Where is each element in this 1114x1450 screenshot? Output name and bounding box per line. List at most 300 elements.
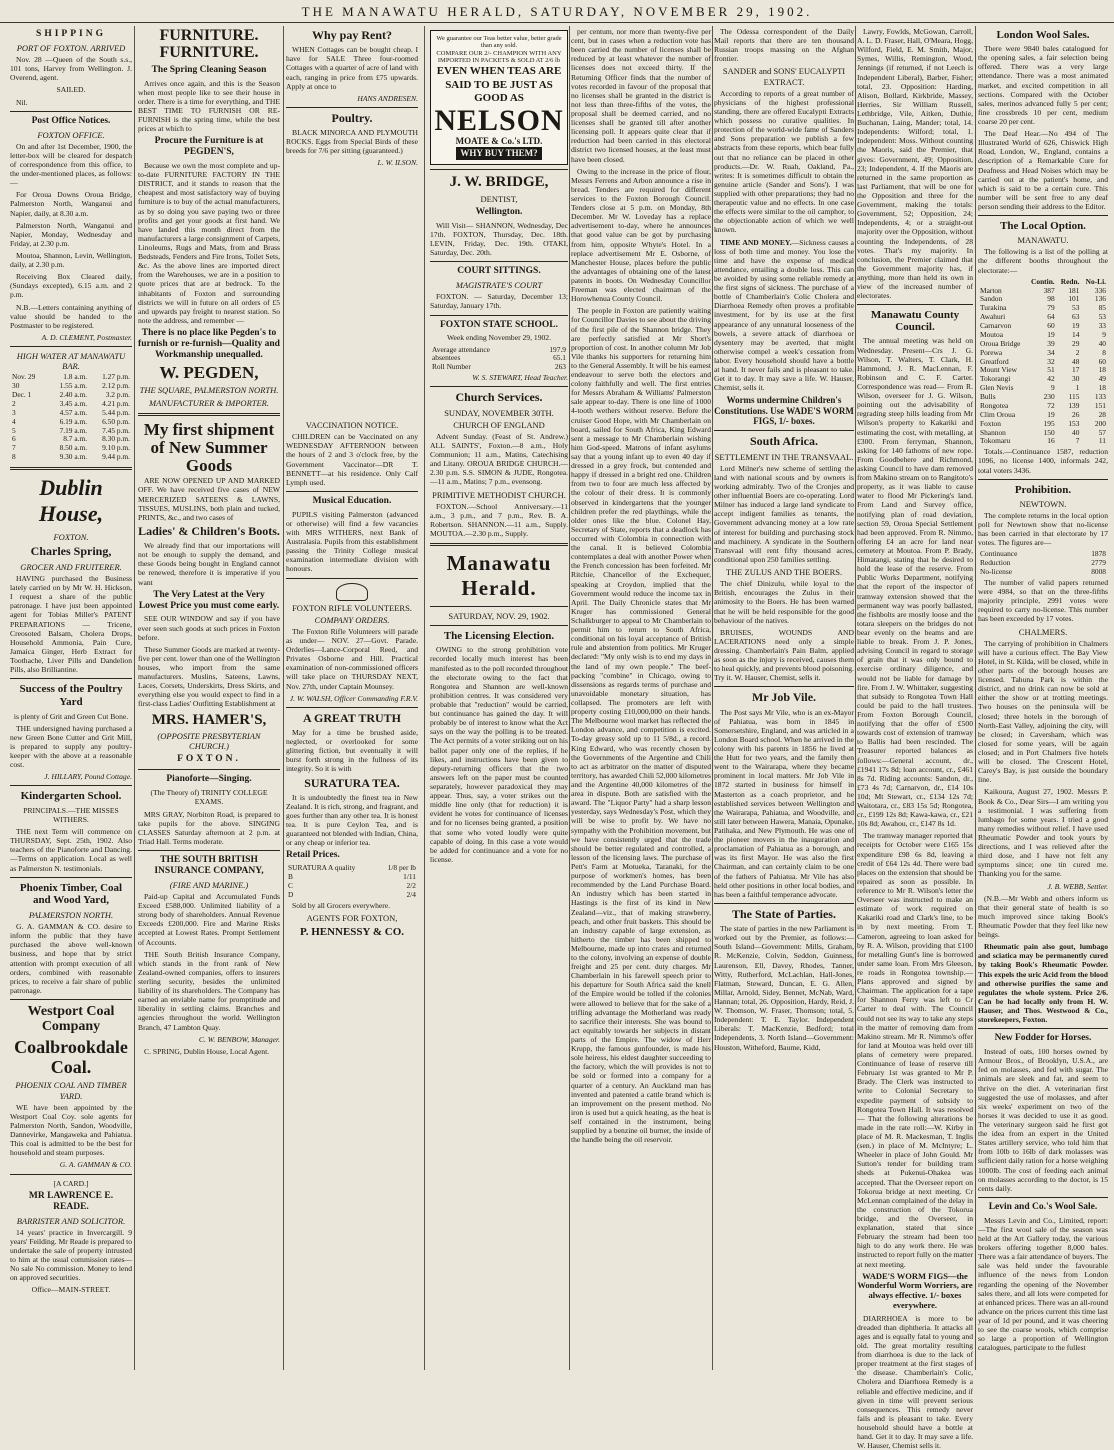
table-cell: 9.44 p.m. (102, 452, 130, 462)
post-office-text: Palmerston North, Wanganui and Napier, Monday, Wednesday and Friday, at 2.30 p.m. (10, 220, 132, 248)
table-cell: 230 (1043, 392, 1055, 402)
tea-guarantee: We guarantee our Teas better value, better grade than any sold. (436, 35, 562, 50)
column-divider (424, 26, 425, 1370)
coalbrookdale-heading: Coalbrookdale Coal. (14, 1036, 128, 1077)
reade-name: MR LAWRENCE E. READE. (28, 1190, 114, 1212)
table-cell: 2.12 p.m. (102, 381, 130, 391)
table-cell: 53 (1098, 312, 1106, 322)
suratura-text: It is undoubtedly the finest tea in New Zealand. It is rich, strong, and fragrant, and goes further than any other tea. It is honest tea. It is pure Ceylon Tea, and is guaranteed not blended with Indian, China, or any cheap or inferior tea. (286, 792, 418, 848)
truth-heading: A GREAT TRUTH (302, 710, 402, 725)
poultry-signature: L. W. ILSON. (377, 158, 418, 168)
table-cell: 2 (12, 398, 16, 408)
table-cell: 18 (1098, 383, 1106, 393)
spring-cleaning-heading: The Spring Cleaning Season (151, 64, 267, 75)
table-cell: 1878 (1091, 549, 1106, 559)
wade-worm-figs: WADE'S WORM FIGS—the Wonderful Worm Worriers, are always effective. 1/- boxes everywhere. (857, 1270, 973, 1310)
table-cell: 2779 (1091, 558, 1106, 568)
table-cell: 19 (1047, 409, 1055, 419)
summer-goods-heading: My first shipment of New Summer Goods (143, 419, 275, 475)
table-cell: 17 (1072, 365, 1080, 375)
local-option-table (978, 278, 1108, 447)
bruises-text: BRUISES, WOUNDS AND LACERATIONS need only a simple dressing. Chamberlain's Pain Balm, applied as soon as the injury is received, causes them to heal quickly, and prevents blood poisoning. Try it. W. Hauser, Chemist, sells it. (714, 627, 854, 683)
column-divider (712, 26, 713, 1370)
insurance-agent: C. SPRING, Dublin House, Local Agent. (144, 1046, 270, 1056)
methodist-heading: PRIMITIVE METHODIST CHURCH. (432, 489, 566, 500)
kindergarten-text: THE next Term will commence on THURSDAY, Sept. 25th, 1902. Also teachers of the Pianoforte and Dancing.—Terms on application. Local as well as Palmerston N. testimonials. (10, 827, 132, 873)
table-cell: 336 (1094, 285, 1106, 295)
column-4 (430, 26, 568, 1370)
poultry-yard-heading: Success of the Poultry Yard (19, 683, 123, 708)
column-3-top (286, 26, 418, 414)
methodist-text: FOXTON.—School Anniversary.—11 a.m., 3 p.m., and 7 p.m., Rev. B. A. Robertson. SHANNON.—11 a.m., Supply. MOUTOA.—2.30 p.m., Supply. (430, 501, 568, 539)
table-cell: 65.1 (553, 353, 566, 363)
table-cell: 5 (12, 425, 16, 435)
shipping-subheading: PORT OF FOXTON. ARRIVED (16, 42, 126, 53)
phoenix-text: G. A. GAMMAN & CO. desire to inform the public that they have purchased the above well-known business, and hope that by strict attention with prompt execution of all orders, combined with reasonable prices, to receive a fair share of public patronage. (10, 922, 132, 995)
spring-text: HAVING purchased the Business lately carried on by Mr W. H. Hickson, I request a share of the public patronage. I have just been appointed agent for Tobias Miller's PATENT PREPARATIONS — Tricene, Creosoted Balsam, Cholera Drops, Household Ammonia, Pain Cure, Jamaica Ginger, Herb Extract for Toothache, Liver Pills and Dandelion Pills, also Brilliantine. (10, 574, 132, 675)
table-row (286, 873, 418, 882)
divider (978, 215, 1108, 216)
divider (138, 850, 280, 851)
table-cell: 2 (1075, 347, 1080, 357)
nelson-tea-advert (430, 30, 568, 165)
crest-icon (336, 583, 368, 601)
time-money-body: —Sickness causes a loss of both time and money. You lose the time and have the expense of medical attendance, entailing a double loss. This can be avoided by using some reliable remedy at the first signs of sickness. The purchase of a bottle of Chamberlain's Colic Cholera and Diarrhoea Remedy often proves a profitable investment, for by its use at the first appearance of any unnatural looseness of the bowels, a severe attack of diarrhoea or dysentery may be averted, that might otherwise compel a week's cessation from labor. Every household should have a bottle at hand. It never fails and is pleasant to take. Get it to day. It may save a life. W. Hauser, Chemist, sells it. (714, 237, 854, 393)
column-3 (286, 418, 418, 1370)
table-cell: 64 (1047, 312, 1055, 322)
procure-heading: Procure the Furniture is at PEGDEN'S, (154, 136, 264, 158)
court-text: FOXTON. — Saturday, December 13; Saturday, January 17th. (430, 292, 568, 311)
settlement-heading: SETTLEMENT IN THE TRANSVAAL. (714, 451, 854, 462)
table-cell: 153 (1068, 418, 1080, 428)
procure-text: Because we own the most complete and up-to-date FURNITURE FACTORY IN THE DISTRICT, and it stands to reason that the cheapest and most satisfactory way of buying furniture is to buy of the actual manufacturers, as by so doing you save paying two or three profits and get your goods at first hand. We have landed this month direct from the manufacturers a large consignment of Carpets, Linoleums, Rugs and Mats, from and Brass Bedsteads, Fenders and Fire Irons, Toilet Sets, &c. As the above lines are imported direct from the Warehouses, we are in a position to quote prices that are at bedrock. To the inhabitants of Foxton and surrounding districts we will in future on all orders of £5 and upwards pay freight to nearest station. So note the address, and remember — (138, 161, 280, 325)
spring-name: Charles Spring, (30, 544, 112, 559)
post-office-signature: A. D. CLEMENT, Postmaster. (41, 332, 132, 342)
school-heading: FOXTON STATE SCHOOL. (440, 319, 558, 330)
divider (714, 686, 854, 687)
divider (430, 315, 568, 316)
boots-heading: Ladies' & Children's Boots. (138, 523, 280, 538)
table-cell: 6 (12, 434, 16, 444)
table-row (978, 437, 1108, 446)
window-text: SEE OUR WINDOW and say if you have ever seen such goods at such prices in Foxton before. (138, 614, 280, 642)
table-cell: 3.45 a.m. (59, 398, 88, 408)
table-cell: 40 (1098, 338, 1106, 348)
truth-text: May for a time be brushed aside, neglected, or overlooked for some glittering fiction, but eventually it will burst forth strong in the fullness of its integrity. So it is with (286, 727, 418, 774)
latest-heading: The Very Latest at the Very Lowest Price you must come early. (138, 589, 280, 611)
poultry-yard-signature: J. HILLARY, Pound Cottage. (44, 772, 132, 782)
sander-text: According to reports of a great number of physicians of the highest professional standing, there are offered Eucalypti Extracts which possess no curative qualities. In protection of the world-wide fame of Sanders and Sons preparation we publish a few abstracts from these reports, which bear fully out that no reliance can be placed in other products.—Dr. W. Ruah, Oakland, Pa., writes: It is sometimes difficult to obtain the genuine article (Sander and Sons'). I was supplied with other preparations; they had no therapeutic value and no effects. In one case the effects were similar to the oil camphor, to the objectionable action of which we well known. (714, 88, 854, 235)
divider (138, 413, 280, 416)
table-cell: 11 (1098, 436, 1106, 446)
table-cell: 5.44 p.m. (102, 407, 130, 417)
divider (430, 261, 568, 262)
table-cell: 133 (1094, 392, 1106, 402)
table-cell: 40 (1072, 427, 1080, 437)
high-water-heading: HIGH WATER AT MANAWATU BAR. (16, 350, 126, 372)
column-divider (134, 26, 135, 1370)
table-cell: Nov. 29 (12, 372, 36, 382)
table-cell: 1/11 (403, 872, 416, 882)
fodder-heading: New Fodder for Horses. (994, 1033, 1092, 1044)
kindergarten-principals: PRINCIPALS.—THE MISSES WITHERS. (23, 805, 119, 825)
westport-text: WE have been appointed by the Westport Coal Coy. sole agents for Palmerston North, Sandon, Woodville, Dannevirke, Mangaweka and Pahiatua. This coal is admitted to be the best for household and steam purposes. (10, 1102, 132, 1158)
local-news: Owing to the increase in the price of flour, Messrs Ferrens and Arbon announce a rise in bread. Tenders are required for different services to the Foxton Borough Council. Tenders close at 5 p.m. on Monday, 8th December. Mr W. Loveday has a replace advertisement to-day, where he announces that good value can be got by purchasing from him, opposite Whyte's Hotel. In a replace advertisement Mr E. Osborne, of Manchester House, places before the public the advantages of obtaining one of the latest patents in boots. On Wednesday Councillor Freeman was elected chairman of the Horowhenua County Council. (571, 166, 711, 304)
time-money-heading: TIME AND MONEY. (720, 237, 792, 247)
table-cell: 115 (1068, 392, 1080, 402)
spring-cleaning-text: Arrives once again, and this is the Season when most people like to see their house in order. There is a time for everything, and THE BEST TIME TO FURNISH OR RE-FURNISH is the spring time, while the best prices at which to (138, 78, 280, 134)
column-divider (283, 26, 284, 1370)
herald-date: SATURDAY, NOV. 29, 1902. (448, 610, 550, 621)
suratura-heading: SURATURA TEA. (304, 775, 400, 790)
divider (10, 785, 132, 786)
retail-prices-table (286, 864, 418, 900)
spring-trade: GROCER AND FRUITERER. (20, 561, 122, 572)
time-money-text (714, 238, 854, 393)
divider (10, 1174, 132, 1175)
local-news-2: The people in Foxton are patiently waiting for Councillor Davies to see about the driving of the first pile of the Shannon bridge. They are perfectly satisfied at Mr Short's proportion of cost. In another column Mr Job Vile thanks his supporters for returning him to the General Assembly. It will be his earnest endeavour to serve both the electors and colony faithfully and well. The first entries for Messrs Abraham & Williams' Palmerston sale appear to-day. There is one line of 1000 4-tooth wethers without reserve. Before the cruiser Good Hope, with Mr Chamberlain on board, sailed for South Africa, King Edward sent a message to Mr Chamberlain wishing him God-speed. Matrons of infant asylums say that a young infant up to even 40 day if dressed in a grey frock, but contended and happy if dressed in a bright red one. Children from two to four are much less affected by the colour of their dress. It is commonly observed in kindergartens that the younger children prefer the red playthings, while the older ones like the blue. Colonel Hay, Secretary of State, reports that a deadlock has occurred with Colombia in connection with the canal. It is believed Colombia contemplates a deal with another Power when the French concession has been forfeited. Mr Ritchie, Chancellor of the Exchequer, speaking at Croydon, implied that the Government would reduce the income tax in April. The Daily Chronicle states that Mr Kruger has commissioned General Schalkburger to appeal to Mr Chamberlain to permit him to return to South Africa, conditional on his loyal acceptance of British rule and abstention from politics. Mr Kruger declared: "My only wish is to end my days in the land of my own people." The beef-packing "combine" in Chicago, owing to dissensions as regards terms of purchase and unavoidable monetary situation, has collapsed. The promoters are left with property costing £10,000,000 on their hands. The Melbourne wool market has reflected the London advance, and competition is excited. To-day greasy sold up to 11 5/8d., a record. King Edward, who was recently chosen by the Governments of the Argentine and Chili to act as arbitrator on the matter of disputed territory, has awarded Chili 52,000 kilometres and the Argentine 40,000 kilometres of the area in dispute. Both are satisfied with the award. The "Liquor Party" had a sharp lesson yesterday, says Wednesday's Post, which they will be wise to profit by. We have no sympathy with the Prohibition movement, but we have consistently urged that the trade should be better regulated and controlled, a lesson of the licensing laws. The purchase of Pett's Farm at Motueka, Taranaki, for the purpose of workmen's homes, has been recommended by the Land Purchase Board. An industry which has been started in Hastings is the first of its kind in New Zealand—viz., that of making strawberry, peach, and other fruit baskets. This should be an industry capable of large extension, as hitherto the timber has been shipped to Melbourne, made up into crates and returned to the colony, involving an expense of double freight and 25 per cent. duty charges. Mr Chamberlain in his farewell speech prior to his departure for South Africa said the knell of the Empire would be tolled if the colonies were allowed to believe that for the sake of a trifling advantage the Motherland was ready to sacrifice their interests. She was bound to act equitably towards her subjects in distant parts of the Empire. The widow of Herr Krupp, the famous gunfounder, is made his sole heiress, his eldest daughter succeeding to the factory, which the will provides is not to be sold or formed into a company for a quarter of a century. An Auckland man has invented and patented a cattle brand which is an improvement on the present method. No iron is used but a quick heating, as the heat is self contained in the instrument, being supplied by a benzine oil burner, the inside of the handle being the oil reservoir. (571, 306, 711, 1145)
tea-maker: MOATE & Co.'s LTD. (455, 136, 543, 147)
dentist-town: Wellington. (475, 206, 523, 217)
letter-text: Kaikoura, August 27, 1902. Messrs P. Book & Co., Dear Sirs—I am writing you a testimonial. I was suffering from lumbago for some years. I tried a good many remedies without relief. I have used Rheumatic Powder and took yours by directions, and I was relieved after the third dose, and I have not felt any symptoms since; one tin cured me. Thanking you for the same. (978, 787, 1108, 879)
shipping-heading: SHIPPING (36, 29, 106, 39)
school-attendance-table (430, 346, 568, 373)
table-cell: 197.9 (549, 344, 566, 354)
agents-heading: AGENTS FOR FOXTON, (306, 912, 398, 923)
table-cell: SURATURA A quality (288, 863, 356, 873)
local-option-text: The following is a list of the polling at the different booths throughout the electorate:— (978, 247, 1108, 275)
high-water-table (10, 373, 132, 462)
rifle-subheading: COMPANY ORDERS. (314, 614, 390, 625)
table-cell: 8 (12, 452, 16, 462)
divider (978, 1028, 1108, 1029)
poultry-text: BLACK MINORCA AND PLYMOUTH ROCKS. Eggs from Special Birds of these breeds for 7/6 per sitting (guaranteed.) (286, 128, 418, 156)
phoenix-heading: Phoenix Timber, Coal and Wood Yard, (19, 881, 123, 907)
divider (857, 304, 973, 305)
furniture-heading: FURNITURE. FURNITURE. (159, 27, 259, 61)
post-office-text: Receiving Box Cleared daily, (Sundays excepted), 6.15 a.m. and 2 p.m. (10, 272, 132, 300)
divider (430, 625, 568, 626)
table-cell: 19 (1072, 321, 1080, 331)
rifle-heading: FOXTON RIFLE VOLUNTEERS. (292, 602, 412, 613)
table-header-cell: Redn. (1060, 276, 1080, 286)
table-cell: 26 (1072, 409, 1080, 419)
table-cell: 8008 (1091, 567, 1106, 577)
divider (286, 491, 418, 492)
post-office-text: For Oroua Downs Oroua Bridge, Palmerston North, Wanganui and Napier, daily, at 8.30 a.m. (10, 190, 132, 218)
job-vile-text: The Post says Mr Vile, who is an ex-Mayor of Pahiatua, was born in 1845 in Somersetshire, England, and was articled in a London Board school. When he arrived in the colony with his parents in 1856 he lived at the Hutt for two years, and the family then went to the Wairarapa, where they became prominent in local matters. Mr Job Vile in 1872 started in business for himself in Masterton as a coach proprietor, and he established services between Wellington and the Wairarapa, Pahiatua, and Woodville, and still later between Hawera, Manaia, Opunake, Patihaka, and New Plymouth. He was one of the pioneer movers in the inauguration and proclamation of Pahiatua as a borough, and was its first Mayor. He was also the first Chairman, and can certainly claim to be one of the fathers of Pahiatua. Mr Vile has also held other positions in other local bodies, and has been a faithful temperance advocate. (714, 707, 854, 899)
table-cell: 9 (1050, 383, 1055, 393)
table-header-cell: No-Li. (1085, 276, 1106, 286)
divider (286, 707, 418, 708)
kindergarten-heading: Kindergarten School. (20, 790, 122, 803)
sailed-label: SAILED. (56, 85, 86, 95)
table-cell: Reduction (980, 558, 1011, 568)
wool-sales-text: There were 9840 bales catalogued for the opening sales, a fair selection being offered. There was a very large attendance. There was a most animated market, and excited competition in all sections. Compared with the October sales, merinos advanced fully 5 per cent; fine crossbreds 10 per cent, medium coarse 20 per cent. (978, 44, 1108, 126)
divider (10, 346, 132, 347)
post-office-text: Moutoa, Shannon, Levin, Wellington, daily, at 2.30 p.m. (10, 250, 132, 270)
summer-goods-text: ARE NOW OPENED UP AND MARKED OFF. We have received five cases of NEW MERCERIZED SATEENS & LAWNS, TISSUES, MUSLINS, both plain and tucked, PRINTS, &c., and two cases of (138, 476, 280, 522)
table-cell: Dec. 1 (12, 390, 32, 400)
table-cell: 7.19 a.m. (59, 425, 88, 435)
table-cell: 14 (1072, 329, 1080, 339)
table-cell: Bulls (980, 392, 996, 402)
card-label: [A CARD.] (53, 1178, 89, 1188)
table-cell: Tokomaru (980, 436, 1011, 446)
table-cell: 200 (1094, 418, 1106, 428)
divider (138, 769, 280, 770)
masthead: THE MANAWATU HERALD, SATURDAY, NOVEMBER 29, 1902. (0, 4, 1114, 23)
table-cell: 18 (1098, 365, 1106, 375)
table-row (978, 384, 1108, 393)
table-cell: B (288, 872, 293, 882)
pegden-trade: MANUFACTURER & IMPORTER. (148, 397, 269, 408)
church-text: Advent Sunday. (Feast of St. Andrew.) ALL SAINTS', Foxton.—8 a.m., Holy Communion; 11 a.m., Matins, Catechising and Litany. OROUA BRIDGE CHURCH.—2.30 p.m. S.S. SIMON & JUDE, Rongotea.—11 a.m., Matins; 7 p.m., evensong. (430, 431, 568, 487)
local-option-subheading: MANAWATU. (1017, 235, 1069, 246)
hamer-town: FOXTON. (177, 754, 241, 765)
insurance-heading: THE SOUTH BRITISH INSURANCE COMPANY, (154, 854, 264, 876)
rent-signature: HANS ANDRESEN. (357, 93, 418, 103)
table-cell: 28 (1098, 409, 1106, 419)
column-divider (569, 26, 570, 1370)
phoenix-subheading: PALMERSTON NORTH. (28, 909, 114, 920)
church-heading: Church Services. (455, 390, 543, 405)
table-cell: 101 (1068, 294, 1080, 304)
divider (10, 111, 132, 112)
divider (430, 169, 568, 170)
table-cell: 8.50 a.m. (59, 443, 88, 453)
letter-signature: J. B. WEBB, Settler. (1047, 881, 1108, 891)
reade-text: 14 years' practice in Invercargill. 9 years' Feilding. Mr Reade is prepared to undertake the sale of property intrusted to him at the usual commission rates—No sale No commission. Money to lend on approved securities. (10, 1227, 132, 1283)
summer-goods-text-2: These Summer Goods are marked at twenty-five per cent. lower than one of the Wellington houses, who import from the same manufacturers. Muslins, Sateens, Lawns, Laces, Corsets, Underskirts, Dress Skirts, and everything else you would expect to find in a first-class Ladies' Outfitting Establishment at (138, 644, 280, 709)
tea-brand: NELSON (434, 104, 564, 138)
newtown-text-2: The number of valid papers returned were 4984, so that on the three-fifths majority principle, 2991 votes were required to carry no-license. This number has been exceeded by 17 votes. (978, 577, 1108, 624)
dublin-house-title: Dublin House, (38, 475, 104, 527)
table-cell: Rongotea (980, 400, 1009, 410)
table-cell: 181 (1068, 285, 1080, 295)
westport-subheading: PHOENIX COAL AND TIMBER YARD. (15, 1080, 127, 1101)
column-divider (975, 26, 976, 1370)
pianoforte-subheading: (The Theory of) TRINITY COLLEGE EXAMS. (150, 788, 268, 807)
column-8 (978, 26, 1108, 1370)
dentist-trade: DENTIST, (480, 193, 518, 204)
table-cell: 7.45 p.m. (102, 425, 130, 435)
table-cell: 136 (1094, 294, 1106, 304)
tramway-text: The tramway manager reported that receipts for October were £165 15s expenditure £98 6s 8d, leaving a credit of £64 12s 4d. There were bad places on the extension that should be repaired as soon as possible. In reference to Mr R. Wilson's letter the Overseer was instructed to make an estimate of work required on Kakariki road and Clark's line, to be in by next meeting. From T. Cameron, agreeing to loan asked for by R. A. Wilson, providing that £100 for metalling Gunt's line is borrowed under same loan. From Mrs Gleeson, re roads in Rongotea township.—Plans approved and signed by Chairman. The application for a tape for Shannon Ferry was left to Cr Carter to deal with. The Council could not see its way to take any steps in the matter of removing dam from Makino stream. Mr R. Nimmo's offer for land at Moutoa was held over till plans of cemetery were prepared. Continuance of lease of reserve till February 1st was granted to Mr P. Brady. The Clerk was instructed to write to Colonial Secretary to expedite payment of subsidy to Rongotea Town Hall. It was resolved— That the following alterations be made in the rate roll:—W. Kirby in place of M. R. Mackesman, T. Inglis (sen.) in place of M. McIntyre; L. Wheeler in place of John Gould. Mr Sutton's tender for building tram sheds at Pukenui-Ohakea was accepted. That the Overseer report on Tokorua bridge at next meeting. Cr McLennan complained of the delay in the construction of the Tokorua bridge, and the Overseer, in explanation, stated that since February the stream had been too high to do any work there. He was instructed to report fully on the matter at next meeting. (857, 831, 973, 1269)
county-council-heading: Manawatu County Council. (870, 309, 960, 334)
table-cell: Moutoa (980, 329, 1003, 339)
table-cell: 63 (1072, 312, 1080, 322)
pegden-slogan: There is no place like Pegden's to furnish or re-furnish—Quality and Workmanship unequalled. (138, 327, 280, 360)
table-cell: Turakina (980, 303, 1007, 313)
table-cell: 1.55 a.m. (59, 381, 88, 391)
odessa-text: The Odessa correspondent of the Daily Mail reports that there are ten thousand Russian troops massing on the Afghan frontier. (714, 27, 854, 64)
table-row (286, 864, 418, 873)
rent-text: WHEN Cottages can be bought cheap. I have for SALE Three four-roomed Cottages with a quarter of acre of land with each, ranging in price from £75 upwards. Apply at once to (286, 45, 419, 91)
table-cell: 8.30 p.m. (102, 434, 130, 444)
table-cell: Sandon (980, 294, 1003, 304)
reade-office: Office—MAIN-STREET. (31, 1285, 111, 1295)
parties-continued: Lawry, Fowlds, McGowan, Carroll, A. L. D. Fraser, Hall, O'Meara, Hogg, Wilford, Field, E. M. Smith, Major, Symes, Willis, Remington, Wood, Jennings (if returned, if not Leech is Independent Liberal), Barber, Fisher; total, 23. Opposition: Harding, Alison, Bollard, Kirkbride, Massey, Herries, Sir William Russell, Lethbridge, Vile, Aitken, Duthie, Buchanan, Laing, Mander; total, 14. Independents: Wilford; total, 1. Independent: Moss. Without counting the Maoris, said the Premier, that gives: Government, 49; Opposition, 23; Independent, 4. If the Maoris are returned in the same proportion as last Parliament, that will be one for the Opposition and three for the Government, making the totals: Government, 52; Opposition, 24; Independents, 4; or a straight-out majority over the Opposition, without counting the Independents, of 28 votes. That's my majority. In conclusion, the Premier claimed that the Government majority has, if anything, more than held its own in view of the increased number of electorates. (857, 27, 973, 301)
table-cell: 30 (1072, 374, 1080, 384)
insurance-signature: C. W. BENBOW, Manager. (198, 1034, 280, 1044)
table-cell: No-license (980, 567, 1013, 577)
table-cell: Roll Number (432, 362, 471, 372)
column-6 (714, 26, 854, 1370)
sailed-entry: Nil. (16, 97, 28, 107)
table-cell: 16 (1047, 436, 1055, 446)
table-cell: Awahuri (980, 312, 1006, 322)
table-cell: 29 (1072, 338, 1080, 348)
table-cell: Clim Oroua (980, 409, 1016, 419)
divider (714, 903, 854, 904)
pianoforte-text: MRS GRAY, Norbiton Road, is prepared to take pupils for the above. SINGING CLASSES Saturday afternoon at 2 p.m. at Triad Hall. Terms moderate. (138, 809, 280, 846)
licensing-continued: per centum, nor more than twenty-five per cent, but in cases when a reduction vote has been carried the number of licenses shall be reduced by at least whatever the number of licenses does not exceed thirty. If the Returning Officer finds that the number of votes recorded in favour of the proposal that no licenses shall be granted in the district is not less than three-fifths of the votes, the proposal shall be deemed carried, and no licenses shall be granted till after another licensing poll. It appears quite clear that if reduction had been carried in this electoral district two licensed houses, at the least must have been closed. (571, 27, 711, 164)
table-cell: 2/4 (406, 889, 416, 899)
table-cell: Marton (980, 285, 1002, 295)
levin-heading: Levin and Co.'s Wool Sale. (988, 1201, 1098, 1212)
tea-why: WHY BUY THEM? (456, 147, 541, 160)
column-1 (10, 26, 132, 1370)
divider (10, 877, 132, 878)
table-cell: 1/8 per lb (387, 863, 416, 873)
zulus-heading: THE ZULUS AND THE BOERS. (725, 567, 843, 578)
licensing-text: OWING to the strong prohibition vote recorded locally much interest has been manifested as to the poll recorded throughout the electorate owing to the fact that Rongotea and Shannon are well-known prohibition centres. It was considered very probable that "reduction" would be carried, but continuance has gained the day. It will probably be of interest to know what the Act says on the way the polling is to be treated. The Act permits of a voter striking out on his ballot paper only one of the replies, if he likes, and instructions have been given to deputy-returning officers that the two answers left on the paper must be counted separately, however paradoxical they may appear. Thus, say, a voter strikes out the middle line only (that for reduction) it is evident he votes for continuance of licenses and for no licenses being granted, a position that some who voted loudly were quite capable of doing. In this case a vote would be added for continuance and a vote for no license. (430, 645, 568, 864)
table-cell: 195 (1043, 418, 1055, 428)
column-5 (571, 26, 711, 1370)
music-text: PUPILS visiting Palmerston (advanced or otherwise) will find a few vacancies with MRS WITHERS, next Bank of Australasia. Pupils from this establishment passing the Trinity College musical examination intermediate division with honours. (286, 509, 418, 574)
table-cell: 263 (554, 362, 566, 372)
newtown-text: The complete returns in the local option poll for Newtown show that no-license has been carried in that electorate by 17 votes. The figures are— (978, 510, 1108, 548)
hamer-heading: MRS. HAMER'S, (151, 711, 267, 728)
parties-text: The state of parties in the new Parliament is worked out by the Premier, as follows:— South Island—Government: Mills, Graham, R. McKenzie, Colvin, Seddon, Guinness, Laurenson, Ell, Davey, Rhodes, Tanner, Witty, Rutherford, McLachlan, Hall-Jones, Flatman, Steward, Duncan, E. G. Allen, Millar, Arnold, Sidey, Bennet, McNab, Ward, Hannan; total, 26. Opposition, Hardy, Reid, J. W. Thomson, W. Fraser, Thomson; total, 5. Independent: T. E. Taylor. Independent Liberals: T. MacKenzie, Bedford; total Independents, 3. North Island—Government: Houston, Witheford, Baume, Kidd, (714, 924, 854, 1052)
table-cell: 8 (1102, 347, 1106, 357)
divider (430, 386, 568, 387)
divider (978, 1197, 1108, 1198)
fodder-text: Instead of oats, 100 horses owned by Armour Bros., of Brooklyn, U.S.A., are fed on molasses, and fed with sugar. The animals are sleek and fat, and seem to thrive on the diet. A veterinarian first suggested the use of molasses, and after six weeks' experiment on two of the horses it was decided to use it as good. The veterinary surgeon said he first got the idea from an expert in the United States artillery service, who told him that from 10lb to 16lb of dark molasses was sufficient daily ration for a horse weighing 1000lb. The cost of feeding each animal on molasses according to the doctor, is 15 cents daily. (978, 1047, 1108, 1193)
table-cell: Carnarvon (980, 321, 1012, 331)
table-cell: 48 (1072, 356, 1080, 366)
church-date: SUNDAY, NOVEMBER 30TH. (444, 407, 554, 418)
table-cell: 3 (12, 407, 16, 417)
poultry-yard-text: THE undersigned having purchased a new Green Bone Cutter and Grit Mill, is prepared to supply any poultry-keeper with the above at a reasonable cost. (10, 723, 132, 770)
post-office-subheading: FOXTON OFFICE. (37, 129, 105, 140)
column-7 (857, 26, 973, 1450)
worms-heading: Worms undermine Children's Constitutions. Use WADE'S WORM FIGS, 1/- boxes. (714, 395, 854, 427)
tea-compare: COMPARE OUR 2/- CHAMPION WITH ANY IMPORTED IN PACKETS & SOLD AT 2/6 lb (436, 49, 562, 65)
table-cell: 60 (1098, 356, 1106, 366)
divider (286, 107, 418, 108)
table-cell: 139 (1068, 400, 1080, 410)
westport-heading: Westport Coal Company (27, 1004, 115, 1035)
divider (10, 999, 132, 1000)
table-cell: 2/2 (406, 881, 416, 891)
rifle-text: The Foxton Rifle Volunteers will parade as under— NOV. 27—Govt. Parade. Orderlies—Lance-Corporal Reed, and Privates Osborne and Hill. Practical examination of non-commissioned officers will take place on THURSDAY NEXT, Nov. 27th, under Captain Mounsey. (286, 626, 418, 691)
table-cell: Average attendance (432, 344, 490, 354)
table-cell: 34 (1047, 347, 1055, 357)
table-cell: 4 (12, 416, 16, 426)
table-cell: 151 (1094, 400, 1106, 410)
parties-heading: The State of Parties. (732, 906, 836, 921)
divider (10, 678, 132, 679)
south-africa-heading: South Africa. (749, 434, 818, 449)
local-option-totals: Totals.—Continuance 1587, reduction 1096, no license 1400, informals 242, total voters 3436. (978, 447, 1108, 475)
divider (286, 578, 418, 579)
westport-signature: G. A. GAMMAN & CO. (59, 1160, 132, 1170)
boots-text: We already find that our importations will not be enough to supply the demand, and these Goods being bought in England cannot be renewed, therefore it is imperative if you want (138, 541, 280, 587)
table-cell: 42 (1047, 374, 1055, 384)
settlement-text: Lord Milner's new scheme of settling the land with national scouts and by owners is working admirably. Two of the Cronjes and other influential Boers are co-operating. Lord Milner has induced a large land syndicate to accept indigent families as tenants, the Government advancing money at a low rate of interest for building and purchasing stock and machinery. A syndicate in the Southern Transvaal will rent fifty thousand acres, conditional upon 250 families settling. (714, 463, 854, 564)
table-cell: 32 (1047, 356, 1055, 366)
table-cell: Tokorangi (980, 374, 1011, 384)
table-cell: Shannon (980, 427, 1006, 437)
diarrhoea-text: DIARRHOEA is more to be dreaded than diphtheria. It attacks all ages and is equally fatal to young and old. The great mortality resulting from diarrhoea is due to the lack of proper treatment at the first stages of the disease. Chamberlain's Colic, Cholera and Diarrhoea Remedy is a reliable and effective medicine, and if given in time will prevent serious consequences. This remedy never fails and is pleasant to take. Every household should have a bottle at hand. Get it to day. It may save a life. W. Hauser, Chemist sells it. (857, 1313, 973, 1450)
chalmers-text: The carrying of prohibition in Chalmers will have a curious effect. The Bay View Hotel, in St. Kilda, will be closed, while in other parts of the borough houses are licensed. Tahuna Park is within the district, and no drink can now be sold at either the show or at trotting meetings. Two houses on the peninsula will be closed; three hotels in the borough of North-East Valley, adjoining the city, will be closed; in Caversham, which was closed for some years, will be again closed; and in Port Chalmers five hotels will be closed. The Crescent Hotel, Carey's Bay, is just outside the boundary line. (978, 638, 1108, 785)
table-cell: 19 (1047, 329, 1055, 339)
insurance-subheading: (FIRE AND MARINE.) (169, 879, 249, 890)
wool-sales-heading: London Wool Sales. (996, 29, 1090, 41)
table-cell: absentees (432, 353, 461, 363)
table-cell: D (288, 889, 294, 899)
table-cell: 8.7 a.m. (63, 434, 88, 444)
post-office-text: N.B.—Letters containing anything of value should be handed to the Postmaster to be registered. (10, 302, 132, 330)
table-cell: 57 (1098, 427, 1106, 437)
hamer-subheading: (OPPOSITE PRESBYTERIAN CHURCH.) (157, 731, 261, 752)
table-cell: 4.21 p.m. (102, 398, 130, 408)
shipping-entry: Nov. 28 —Queen of the South s.s., 101 tons, Harvey from Wellington. J. Overend, agent. (10, 55, 132, 83)
retail-prices-heading: Retail Prices. (286, 850, 340, 861)
levin-text: Messrs Levin and Co., Limited, report:—The first wool sale of the season was held at the Art Gallery today, the various brokers offering together 8,000 bales. There was a fair attendance of buyers. The sale was held under the favourable influence of the news from London regarding the opening of the November sales there, and all lots were competed for at enhanced prices. There was an all-round advance on the prices current this time last year of 1d per pound, and it was cheering to see the coarse wools, which comprise so large a proportion of Wellington catalogues, participate to the fullest (978, 1215, 1108, 1353)
table-cell: 9.30 a.m. (59, 452, 88, 462)
table-cell: C (288, 881, 293, 891)
table-row (10, 453, 132, 462)
chalmers-heading: CHALMERS. (1018, 626, 1068, 637)
column-2 (138, 26, 280, 1370)
divider (10, 467, 132, 470)
agents-name: P. HENNESSY & CO. (299, 926, 404, 939)
table-cell: 1.8 a.m. (63, 372, 88, 382)
music-heading: Musical Education. (312, 495, 392, 506)
newtown-heading: NEWTOWN. (1019, 498, 1067, 509)
vaccination-text: CHILDREN can be Vaccinated on any WEDNESDAY AFTERNOON between the hours of 2 and 3 o'clock free, by the Government Vaccinator—DR T. BENNETT—at his residence. Only Calf Lymph used. (286, 432, 418, 487)
post-office-heading: Post Office Notices. (31, 115, 111, 126)
table-cell: 60 (1047, 321, 1055, 331)
table-cell: Glen Nevis (980, 383, 1014, 393)
pegden-name: W. PEGDEN, (159, 362, 259, 382)
licensing-heading: The Licensing Election. (443, 629, 555, 642)
county-council-text: The annual meeting was held on Wednesday. Present—Crs J. G. Wilson, T. Walters, T. Clark, H. Hammond, J. R. MacLennan, F. Robinson and C. F. Carter. Correspondence was read— From R. Wilson, overseer for J. G. Wilson, pointing out the advisability of regrading steep hills leading from Mr Wilson's property to Kakariki and estimating the cost, with metalling, at £300. From ferryman, Shannon, asking for 140 fathoms of new rope. From Goodbehere and Richmond, asking Council to have dam removed from Makino stream on to Rangitoto's property, as it was liable to cause water to flood Mr Pickering's land. From Land and Survey office, notifying plan of road deviation, section 59, Oroua Special Settlement had been approved. From R. Nimmo, offering £4 an acre for land near cemetery at Moutoa. From P. Brady, Himatangi, stating that he desired to hold the lease of the reserve. From Public Works Department, notifying that the report of the inspector of tramway extension showed that the permanent way was poorly ballasted, the fishbolts are mostly loose and the totara sleepers on the bridges do not bear evenly on the beams and are liable to break. From J. P. Jones, advising Council in regard to storage of grain that it was only bound to exercise ordinary diligence, and would not be liable for damage by fire. From J. W. Whittaker, suggesting that subsidy to Rongotea Town Hall could be paid to the hall trustees. From Foxton Borough Council, notifying that the offer of £500 towards cost of extension of tramway to Ballis had been rescinded. The Treasurer reported balances as follows:—General account, dr., £1941 17s 8d; loan account, cr., £461 8s 7d. Riding accounts: Sandon, dr., £73 4s 7d; Carnarvon, dr., £14 10s 10d; Mt Stewart, cr., £134 12s 7d; Waitotara, cr., £83 15s 5d; Rongotea, cr., £199 12s 8d; Kawa-kawa, cr., £21 10s 8d; Awahou, cr., £147 8s 1d. (857, 336, 973, 829)
table-row (430, 363, 568, 372)
vaccination-heading: VACCINATION NOTICE. (305, 420, 399, 430)
table-cell: 1 (1075, 383, 1080, 393)
dublin-house-town: FOXTON. (53, 531, 89, 542)
school-signature: W. S. STEWART, Head Teacher. (472, 373, 568, 383)
dentist-name: J. W. BRIDGE, (449, 174, 549, 191)
letter-note: (N.B.—Mr Webb and others inform us that their general state of health is so much improved since taking Book's Rheumatic Powder that they feel like new beings. (978, 893, 1108, 940)
poultry-yard-subheading: is plenty of Grit and Green Cut Bone. (13, 711, 129, 721)
table-cell: Porewa (980, 347, 1003, 357)
table-cell: Oroua Bridge (980, 338, 1021, 348)
school-week: Week ending November 29, 1902. (447, 333, 551, 343)
table-cell: Continuance (980, 549, 1018, 559)
table-cell: 3.2 p.m. (105, 390, 130, 400)
table-cell: 2.40 a.m. (59, 390, 88, 400)
zulus-text: The chief Dinizulu, while loyal to the British, encourages the Zulus in their animosity to the Boers. He has been warned that he will be held responsible for the good behaviour of the natives. (714, 579, 854, 625)
job-vile-heading: Mr Job Vile. (751, 690, 817, 705)
table-cell: 150 (1043, 427, 1055, 437)
church-england: CHURCH OF ENGLAND (453, 419, 545, 430)
newtown-table (978, 550, 1108, 577)
